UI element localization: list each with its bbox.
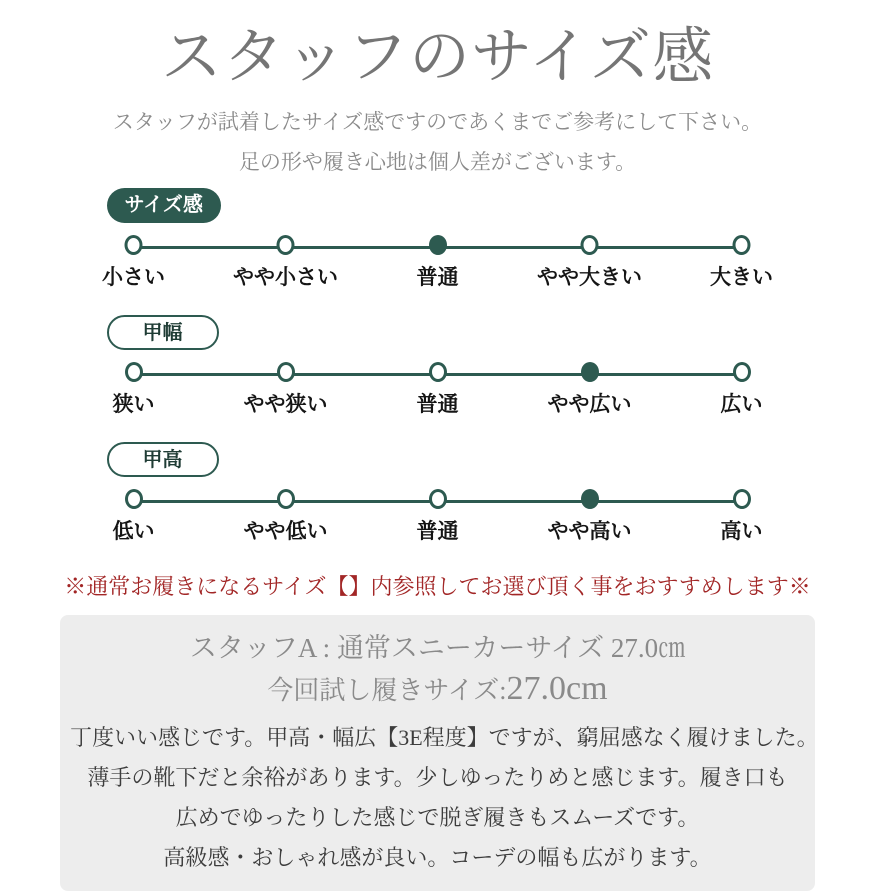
- scale-dot: [277, 489, 295, 509]
- scale-stop: [721, 362, 763, 418]
- trial-size-line: [70, 667, 805, 713]
- instep-width-section: [82, 315, 794, 420]
- review-line: 丁度いい感じです。甲高・幅広【3E程度】ですが、窮屈感なく履けました。: [70, 724, 819, 750]
- scale-stop: [244, 489, 328, 545]
- scale-stop-label: 小さい: [102, 266, 165, 290]
- instep-height-track: [112, 489, 763, 547]
- scale-stop: [548, 362, 632, 418]
- scale-stop: [548, 489, 632, 545]
- scale-stop-label: やや広い: [547, 393, 632, 417]
- scale-stop-label: やや狭い: [243, 393, 328, 417]
- scale-stop: [113, 362, 155, 418]
- instep-height-badge: 甲高: [107, 442, 219, 477]
- staff-usual-size-line: スタッフA : 通常スニーカーサイズ 27.0㎝: [189, 632, 686, 663]
- scale-stop-label: 普通: [416, 393, 459, 417]
- staff-review-text: [70, 718, 819, 878]
- scale-dot: [277, 362, 295, 382]
- scale-stop: [417, 235, 459, 291]
- staff-review-box: [60, 615, 819, 891]
- scale-stop: [417, 362, 459, 418]
- scale-stop: [417, 489, 459, 545]
- subtitle-line-2: 足の形や履き心地は個人差がございます。: [238, 150, 637, 175]
- scale-dot-selected: [429, 235, 447, 255]
- scale-dot-selected: [581, 362, 599, 382]
- scale-stop-label: 普通: [416, 520, 459, 544]
- scale-stop-label: 高い: [720, 520, 763, 544]
- scale-dot: [733, 489, 751, 509]
- scale-dot: [581, 235, 599, 255]
- scale-dot: [429, 362, 447, 382]
- review-line: 薄手の靴下だと余裕があります。少しゆったりめと感じます。履き口も: [87, 764, 788, 790]
- scale-stop-label: 低い: [112, 520, 155, 544]
- size-scales: [82, 188, 794, 547]
- review-line: 高級感・おしゃれ感が良い。コーデの幅も広がります。: [163, 844, 712, 870]
- scale-stop-label: 狭い: [112, 393, 155, 417]
- scale-dot: [733, 362, 751, 382]
- scale-stop: [721, 489, 763, 545]
- scale-dot: [125, 489, 143, 509]
- scale-dot-selected: [581, 489, 599, 509]
- scale-stop: [233, 235, 338, 291]
- subtitle-line-1: スタッフが試着したサイズ感ですのであくまでご参考にして下さい。: [112, 110, 763, 135]
- scale-stop-label: やや小さい: [233, 266, 338, 290]
- scale-dot: [733, 235, 751, 255]
- instep-width-track: [112, 362, 763, 420]
- instep-width-badge: 甲幅: [107, 315, 219, 350]
- scale-stop: [710, 235, 773, 291]
- scale-stop: [244, 362, 328, 418]
- scale-stop: [113, 489, 155, 545]
- scale-stop-label: やや大きい: [537, 266, 642, 290]
- size-feel-track: [102, 235, 773, 293]
- page-title: スタッフのサイズ感: [160, 24, 715, 91]
- scale-dot: [277, 235, 295, 255]
- scale-stop-label: 広い: [720, 393, 763, 417]
- instep-height-section: [82, 442, 794, 547]
- scale-stop-label: やや高い: [547, 520, 632, 544]
- scale-dot: [429, 489, 447, 509]
- scale-stop-label: やや低い: [243, 520, 328, 544]
- scale-stop: [537, 235, 642, 291]
- size-feel-section: [82, 188, 794, 293]
- scale-stop: [102, 235, 165, 291]
- scale-stop-label: 普通: [416, 266, 459, 290]
- scale-dot: [125, 235, 143, 255]
- size-recommendation-note: ※通常お履きになるサイズ【】内参照してお選び頂く事をおすすめします※: [64, 574, 811, 600]
- scale-stop-label: 大きい: [710, 266, 773, 290]
- trial-size-label: 今回試し履きサイズ:: [267, 675, 507, 705]
- size-feel-badge: サイズ感: [107, 188, 221, 223]
- review-line: 広めでゆったりした感じで脱ぎ履きもスムーズです。: [175, 804, 700, 830]
- trial-size-value: 27.0cm: [506, 669, 608, 707]
- scale-dot: [125, 362, 143, 382]
